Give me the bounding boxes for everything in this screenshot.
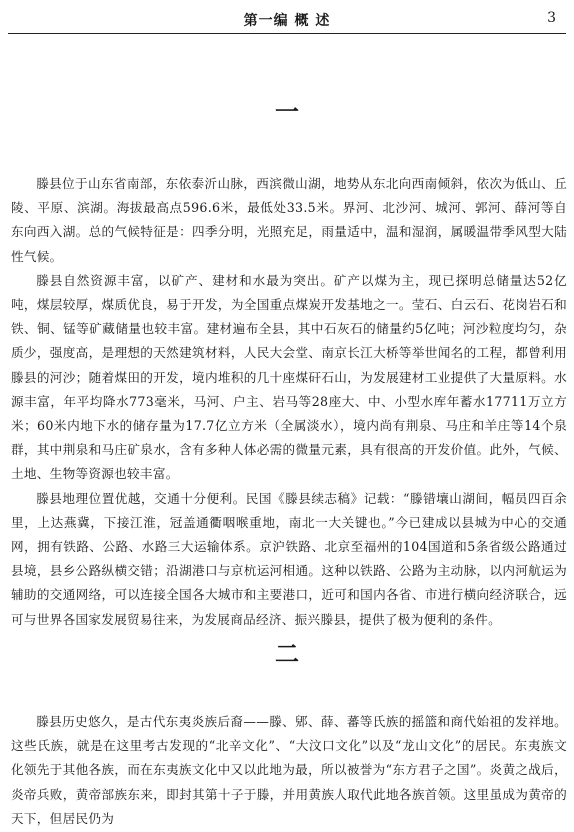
- header-rule: [8, 33, 566, 34]
- running-header: [0, 10, 574, 32]
- chapter-title: 第一编 概 述: [243, 13, 331, 29]
- page-number: 3: [547, 10, 556, 26]
- paragraph-transport: 滕县地理位置优越，交通十分便利。民国《滕县续志稿》记载：“滕错壤山湖间，幅员四百余里，上达燕冀，下接江淮，冠盖通衢咽喉重地，南北一大关键也。”今已建成以县城为中心的交通网，拥有铁路、公路、水路三大运输体系。京沪铁路、北京至福州的104国道和5条省级公路通过县境，县乡公路纵横交错；沿湖港口与京杭运河相通。这种以铁路、公路为主动脉，以内河航运为辅助的交通网络，可以连接全国各大城市和主要港口，近可和国内各省、市进行横向经济联合，远可与世界各国家发展贸易往来，为发展商品经济、振兴滕县，提供了极为便利的条件。: [11, 490, 567, 627]
- section-2-body: [11, 710, 567, 831]
- section-1-body: [11, 172, 567, 632]
- paragraph-history: 滕县历史悠久，是古代东夷炎族后裔——滕、郳、薛、蕃等氏族的摇篮和商代始祖的发祥地。这些氏族，就是在这里考古发现的“北辛文化”、“大汶口文化”以及“龙山文化”的居民。东夷族文化领先于其他各族，而在东夷族文化中又以此地为最，所以被誉为“东方君子之国”。炎黄之战后，炎帝兵败，黄帝部族东来，即封其第十子于滕，并用黄族人取代此地各族首领。这里虽成为黄帝的天下，但居民仍为: [11, 714, 567, 826]
- section-number-2: 二: [275, 640, 299, 668]
- paragraph-resources: 滕县自然资源丰富，以矿产、建材和水最为突出。矿产以煤为主，现已探明总储量达52亿吨，煤层较厚，煤质优良，易于开发，为全国重点煤炭开发基地之一。莹石、白云石、花岗岩石和铁、铜、锰等矿藏储量也较丰富。建材遍布全县，其中石灰石的储量约5亿吨；河沙粒度均匀，杂质少，强度高，是理想的天然建筑材料，人民大会堂、南京长江大桥等举世闻名的工程，都曾利用滕县的河沙；随着煤田的开发，境内堆积的几十座煤矸石山，为发展建材工业提供了大量原料。水源丰富，年平均降水773毫米，马河、户主、岩马等28座大、中、小型水库年蓄水17711万立方米；60米内地下水的储存量为17.7亿立方米（全属淡水），境内尚有荆泉、马庄和羊庄等14个泉群，其中荆泉和马庄矿泉水，含有多种人体必需的微量元素，具有很高的开发价值。此外，气候、土地、生物等资源也较丰富。: [11, 272, 567, 482]
- paragraph-geography: 滕县位于山东省南部，东依泰沂山脉，西滨微山湖，地势从东北向西南倾斜，依次为低山、丘陵、平原、滨湖。海拔最高点596.6米，最低处33.5米。界河、北沙河、城河、郭河、薛河等自东向西入湖。总的气候特征是：四季分明，光照充足，雨量适中，温和湿润，属暖温带季风型大陆性气候。: [11, 176, 567, 264]
- section-number-1: 一: [275, 98, 299, 126]
